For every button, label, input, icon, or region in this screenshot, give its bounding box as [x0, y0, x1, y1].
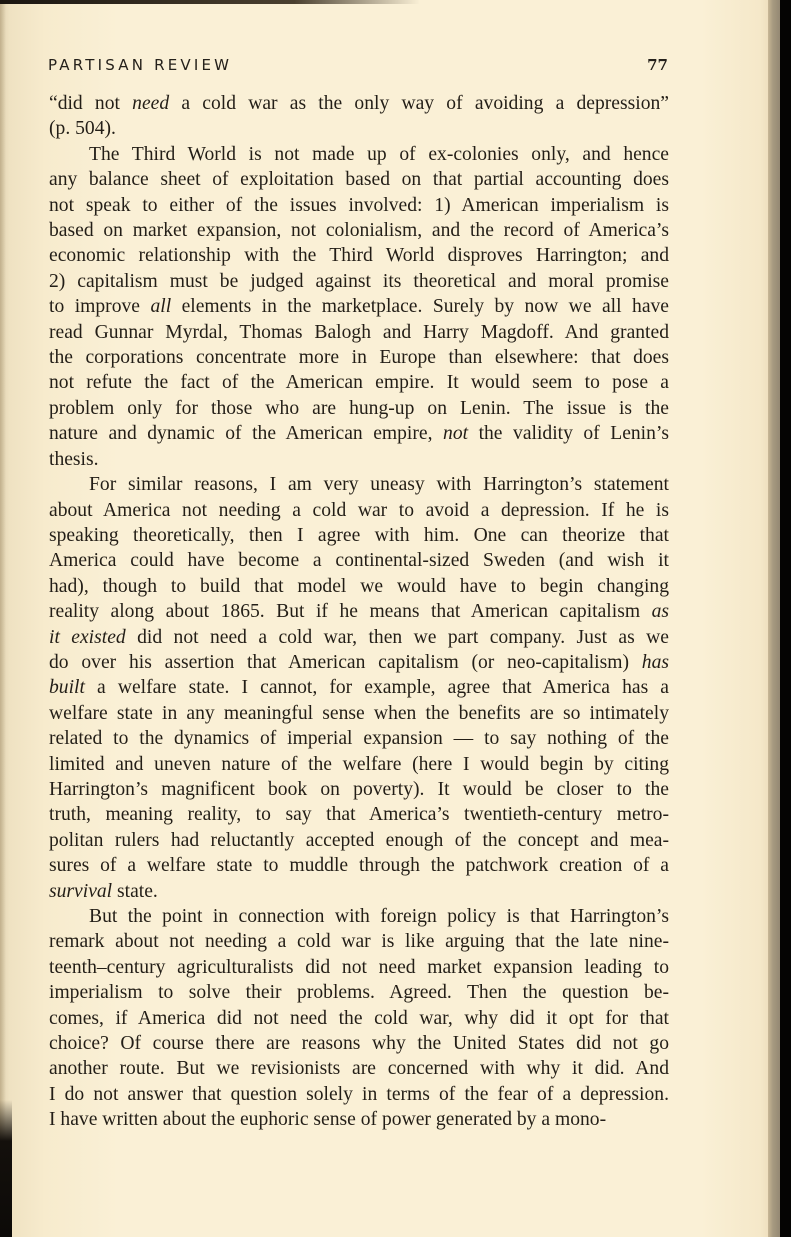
italic-emphasis: not — [443, 423, 469, 445]
text-run: a cold war as the only way of avoiding a depression” — [169, 93, 669, 114]
text-run: economic relationship with the Third World disproves Harrington; and — [49, 245, 669, 267]
text-line — [49, 701, 669, 726]
italic-emphasis: built — [49, 677, 85, 699]
scan-background — [780, 0, 791, 1237]
top-edge-shadow — [0, 0, 420, 4]
text-run: limited and uneven nature of the welfare (here I would begin by citing — [49, 753, 669, 775]
text-line — [49, 193, 669, 218]
text-line — [49, 929, 669, 954]
text-line — [49, 955, 669, 980]
text-run: But the point in connection with foreign policy is that Harrington’s — [89, 906, 669, 927]
italic-emphasis: it existed — [49, 626, 126, 648]
text-line — [49, 91, 669, 116]
paragraph — [49, 472, 669, 904]
text-line — [49, 243, 669, 268]
text-run: America could have become a continental-sized Sweden (and wish it — [49, 550, 669, 572]
text-run: (p. 504). — [49, 118, 116, 140]
text-run: truth, meaning reality, to say that America’s twentieth-century metro- — [49, 804, 669, 826]
text-line — [49, 980, 669, 1005]
text-line — [49, 218, 669, 243]
text-run: to improve — [49, 296, 151, 318]
italic-emphasis: all — [150, 296, 172, 318]
text-line — [49, 879, 669, 904]
text-line — [49, 828, 669, 853]
page-stack-edge — [768, 0, 780, 1237]
text-run: choice? Of course there are reasons why the United States did not go — [49, 1033, 669, 1055]
text-run: not speak to either of the issues involved: 1) American imperialism is — [49, 194, 669, 216]
text-line — [49, 599, 669, 624]
text-line — [49, 1031, 669, 1056]
text-run: a welfare state. I cannot, for example, agree that America has a — [84, 677, 669, 699]
text-run: another route. But we revisionists are concerned with why it did. And — [49, 1058, 669, 1080]
page-gutter-shadow — [0, 0, 6, 1237]
text-line — [49, 853, 669, 878]
text-run: comes, if America did not need the cold war, why did it opt for that — [49, 1007, 669, 1029]
text-run: sures of a welfare state to muddle through the patchwork creation of a — [49, 855, 669, 877]
bottom-left-shadow — [0, 1100, 12, 1237]
text-run: related to the dynamics of imperial expansion — to say nothing of the — [49, 728, 669, 750]
text-line — [49, 269, 669, 294]
text-line — [49, 904, 669, 929]
text-run: Harrington’s magnificent book on poverty). It would be closer to the — [49, 778, 669, 800]
text-line — [49, 447, 669, 472]
page-number: 77 — [647, 56, 668, 74]
italic-emphasis: as — [651, 601, 669, 623]
text-run: politan rulers had reluctantly accepted enough of the concept and mea- — [49, 829, 669, 851]
text-run: about America not needing a cold war to avoid a depression. If he is — [49, 499, 669, 521]
running-head — [48, 56, 668, 74]
text-run: problem only for those who are hung-up on Lenin. The issue is the — [49, 397, 669, 419]
paragraph — [49, 904, 669, 1133]
text-run: The Third World is not made up of ex-colonies only, and hence — [89, 143, 669, 165]
text-line — [49, 548, 669, 573]
text-run: not refute the fact of the American empire. It would seem to pose a — [49, 372, 669, 394]
text-run: read Gunnar Myrdal, Thomas Balogh and Harry Magdoff. And granted — [49, 321, 669, 343]
text-run: I do not answer that question solely in terms of the fear of a depression. — [49, 1083, 669, 1105]
text-line — [49, 370, 669, 395]
text-line — [49, 320, 669, 345]
text-line — [49, 1082, 669, 1107]
text-line — [49, 294, 669, 319]
text-line — [49, 421, 669, 446]
running-title: PARTISAN REVIEW — [48, 56, 233, 74]
text-run: nature and dynamic of the American empire, — [49, 423, 444, 445]
text-run: speaking theoretically, then I agree with him. One can theorize that — [49, 524, 669, 546]
paragraph — [49, 142, 669, 472]
text-line — [49, 752, 669, 777]
text-line — [49, 802, 669, 827]
text-line — [49, 345, 669, 370]
text-line — [49, 1056, 669, 1081]
italic-emphasis: need — [132, 93, 170, 114]
text-line — [49, 498, 669, 523]
text-run: welfare state in any meaningful sense when the benefits are so intimately — [49, 702, 669, 724]
text-run: thesis. — [49, 448, 99, 470]
text-line — [49, 116, 669, 141]
text-line — [49, 1107, 669, 1132]
text-line — [49, 472, 669, 497]
text-line — [49, 523, 669, 548]
text-line — [49, 675, 669, 700]
text-run: state. — [112, 880, 158, 902]
text-run: the validity of Lenin’s — [468, 423, 669, 445]
text-run: remark about not needing a cold war is like arguing that the late nine- — [49, 931, 669, 953]
text-run: “did not — [49, 93, 133, 114]
text-run: the corporations concentrate more in Europe than elsewhere: that does — [49, 347, 669, 369]
text-run: based on market expansion, not colonialism, and the record of America’s — [49, 220, 669, 242]
text-run: do over his assertion that American capitalism (or neo-capitalism) — [49, 651, 642, 673]
text-line — [49, 396, 669, 421]
paragraph — [49, 91, 669, 142]
text-run: reality along about 1865. But if he means that American capitalism — [49, 601, 652, 623]
text-run: any balance sheet of exploitation based on that partial accounting does — [49, 169, 669, 191]
text-run: For similar reasons, I am very uneasy with Harrington’s statement — [89, 474, 669, 496]
italic-emphasis: survival — [49, 880, 113, 902]
text-run: had), though to build that model we would have to begin changing — [49, 575, 669, 597]
text-line — [49, 142, 669, 167]
text-line — [49, 726, 669, 751]
text-run: did not need a cold war, then we part company. Just as we — [125, 626, 669, 648]
text-line — [49, 167, 669, 192]
text-line — [49, 625, 669, 650]
text-line — [49, 777, 669, 802]
text-line — [49, 574, 669, 599]
text-run: I have written about the euphoric sense of power generated by a mono- — [49, 1109, 607, 1131]
body-text — [49, 91, 669, 1133]
text-line — [49, 650, 669, 675]
text-run: teenth–century agriculturalists did not need market expansion leading to — [49, 956, 669, 978]
italic-emphasis: has — [641, 651, 669, 673]
text-line — [49, 1006, 669, 1031]
text-run: elements in the marketplace. Surely by now we all have — [171, 296, 670, 318]
text-run: 2) capitalism must be judged against its theoretical and moral promise — [49, 270, 669, 292]
text-run: imperialism to solve their problems. Agreed. Then the question be- — [49, 982, 669, 1004]
